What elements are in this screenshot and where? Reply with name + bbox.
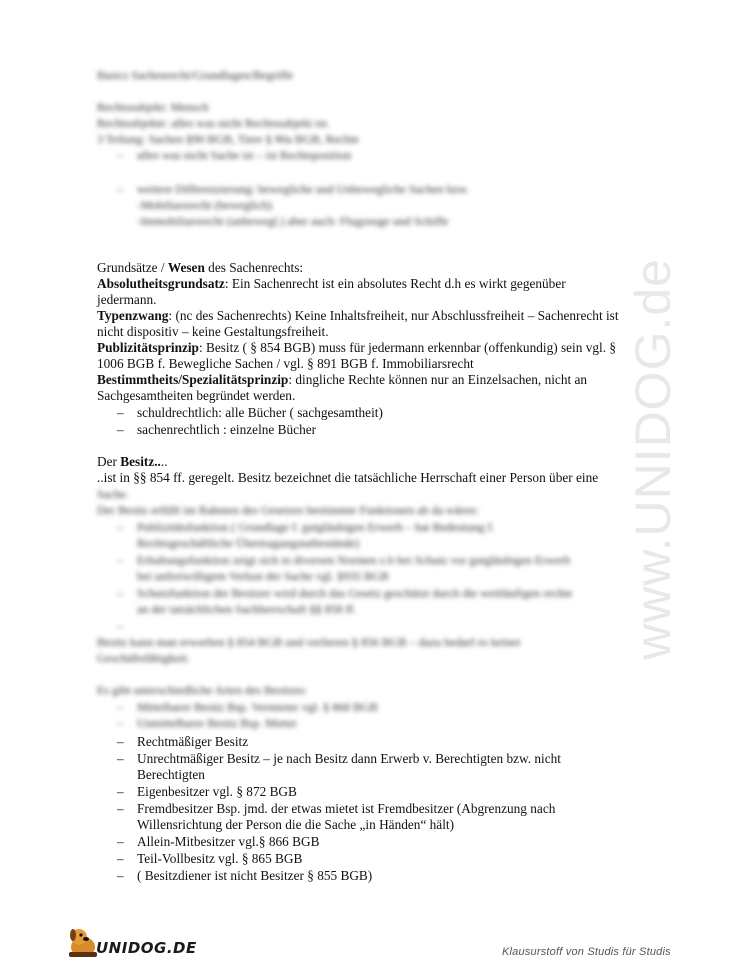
blurred-line: Es gibt unterschiedliche Arten des Besitzes: — [97, 683, 308, 697]
blurred-line: Rechtssubjekt: Mensch — [97, 100, 209, 114]
blurred-line: – alles was nicht Sache ist – ist Rechtsposition — [117, 148, 352, 162]
blurred-line: Sache. — [97, 487, 129, 501]
list-item: – Allein-Mitbesitzer vgl.§ 866 BGB — [117, 834, 320, 849]
list-item: – Rechtmäßiger Besitz — [117, 734, 249, 749]
paragraph-line: Sachgesamtheiten begründet werden. — [97, 388, 296, 403]
blurred-line: -Mobiliarsrecht (beweglich) — [137, 198, 272, 212]
blurred-line: – Erhaltungsfunktion zeigt sich in diversen Normen z.b bei Schutz vor gutgläubigen Erwerb — [117, 553, 571, 567]
paragraph-line: jedermann. — [97, 292, 157, 307]
list-item: – Unrechtmäßiger Besitz – je nach Besitz dann Erwerb v. Berechtigten bzw. nicht — [117, 751, 561, 766]
blurred-line: – Mittelbarer Besitz Bsp. Vermieter vgl. § 868 BGB — [117, 700, 378, 714]
footer-tagline: Klausurstoff von Studis für Studis — [502, 946, 671, 958]
dog-mascot-icon — [66, 925, 100, 961]
blurred-line: bei unfreiwilligem Verlust der Sache vgl. §935 BGB — [137, 569, 389, 583]
paragraph-line: Typenzwang: (nc des Sachenrechts) Keine Inhaltsfreiheit, nur Abschlussfreiheit – Sachenrecht ist — [97, 308, 619, 323]
list-item: – sachenrechtlich : einzelne Bücher — [117, 422, 317, 437]
paragraph-line: 1006 BGB f. Bewegliche Sachen / vgl. § 891 BGB f. Immobiliarsrecht — [97, 356, 474, 371]
blurred-line: 3 Teilung: Sachen §90 BGB, Tiere § 90a BGB, Rechte — [97, 132, 359, 146]
paragraph-line: ..ist in §§ 854 ff. geregelt. Besitz bezeichnet die tatsächliche Herrschaft einer Person über eine — [97, 470, 599, 485]
unidog-logo — [66, 925, 196, 961]
blurred-line: Rechtsobjekte: alles was nicht Rechtssubjekt ist. — [97, 116, 330, 130]
blurred-line: an der tatsächlichen Sachherrschaft §§ 858 ff. — [137, 602, 357, 616]
blurred-line: – weitere Differenzierung: bewegliche und Unbewegliche Sachen bzw. — [117, 182, 469, 196]
blurred-line: – — [117, 619, 123, 633]
blurred-line: – Schutzfunktion der Besitzer wird durch das Gesetz geschützt durch die weitläufigen rechte — [117, 586, 573, 600]
blurred-line: Rechtsgeschäftliche Übertragungstatbestände) — [137, 536, 360, 550]
paragraph-line: nicht dispositiv – keine Gestaltungsfreiheit. — [97, 324, 329, 339]
watermark-text: www.UNIDOG.de — [625, 258, 681, 660]
blurred-line: Geschäftsfähigkeit. — [97, 651, 190, 665]
paragraph-line: Bestimmtheits/Spezialitätsprinzip: dingliche Rechte können nur an Einzelsachen, nicht an — [97, 372, 588, 387]
watermark — [590, 250, 710, 670]
section-heading: Der Besitz.... — [97, 454, 168, 469]
blurred-title: Basics Sachenrecht/Grundlagen/Begriffe — [97, 68, 294, 82]
list-item-continuation: Berechtigten — [137, 767, 205, 782]
blurred-line: – Publizitätsfunktion ( Grundlage f. gutgläubigen Erwerb – hat Bedeutung f. — [117, 520, 495, 534]
list-item: – Eigenbesitzer vgl. § 872 BGB — [117, 784, 297, 799]
list-item: – Fremdbesitzer Bsp. jmd. der etwas mietet ist Fremdbesitzer (Abgrenzung nach — [117, 801, 556, 816]
blurred-line: -Immobiliarsrecht (unbewegl.) aber auch: Flugzeuge und Schiffe — [137, 214, 449, 228]
list-item: – Teil-Vollbesitz vgl. § 865 BGB — [117, 851, 303, 866]
blurred-line: Der Besitz erfüllt im Rahmen des Gesetzes bestimmte Funktionen ab da wären: — [97, 503, 479, 517]
blurred-line: Besitz kann man erwerben § 854 BGB und verlieren § 856 BGB – dazu bedarf es keiner — [97, 635, 521, 649]
paragraph-line: Publizitätsprinzip: Besitz ( § 854 BGB) muss für jedermann erkennbar (offenkundig) sein vgl. § — [97, 340, 617, 355]
paragraph-line: Absolutheitsgrundsatz: Ein Sachenrecht ist ein absolutes Recht d.h es wirkt gegenüber — [97, 276, 566, 291]
logo-text: UNIDOG.DE — [96, 939, 197, 957]
blurred-line: – Unmittelbarer Besitz Bsp. Mieter — [117, 716, 297, 730]
list-item-continuation: Willensrichtung der Person die die Sache „in Händen“ hält) — [137, 817, 455, 832]
section-heading: Grundsätze / Wesen des Sachenrechts: — [97, 260, 304, 275]
list-item: – ( Besitzdiener ist nicht Besitzer § 855 BGB) — [117, 868, 373, 883]
list-item: – schuldrechtlich: alle Bücher ( sachgesamtheit) — [117, 405, 383, 420]
